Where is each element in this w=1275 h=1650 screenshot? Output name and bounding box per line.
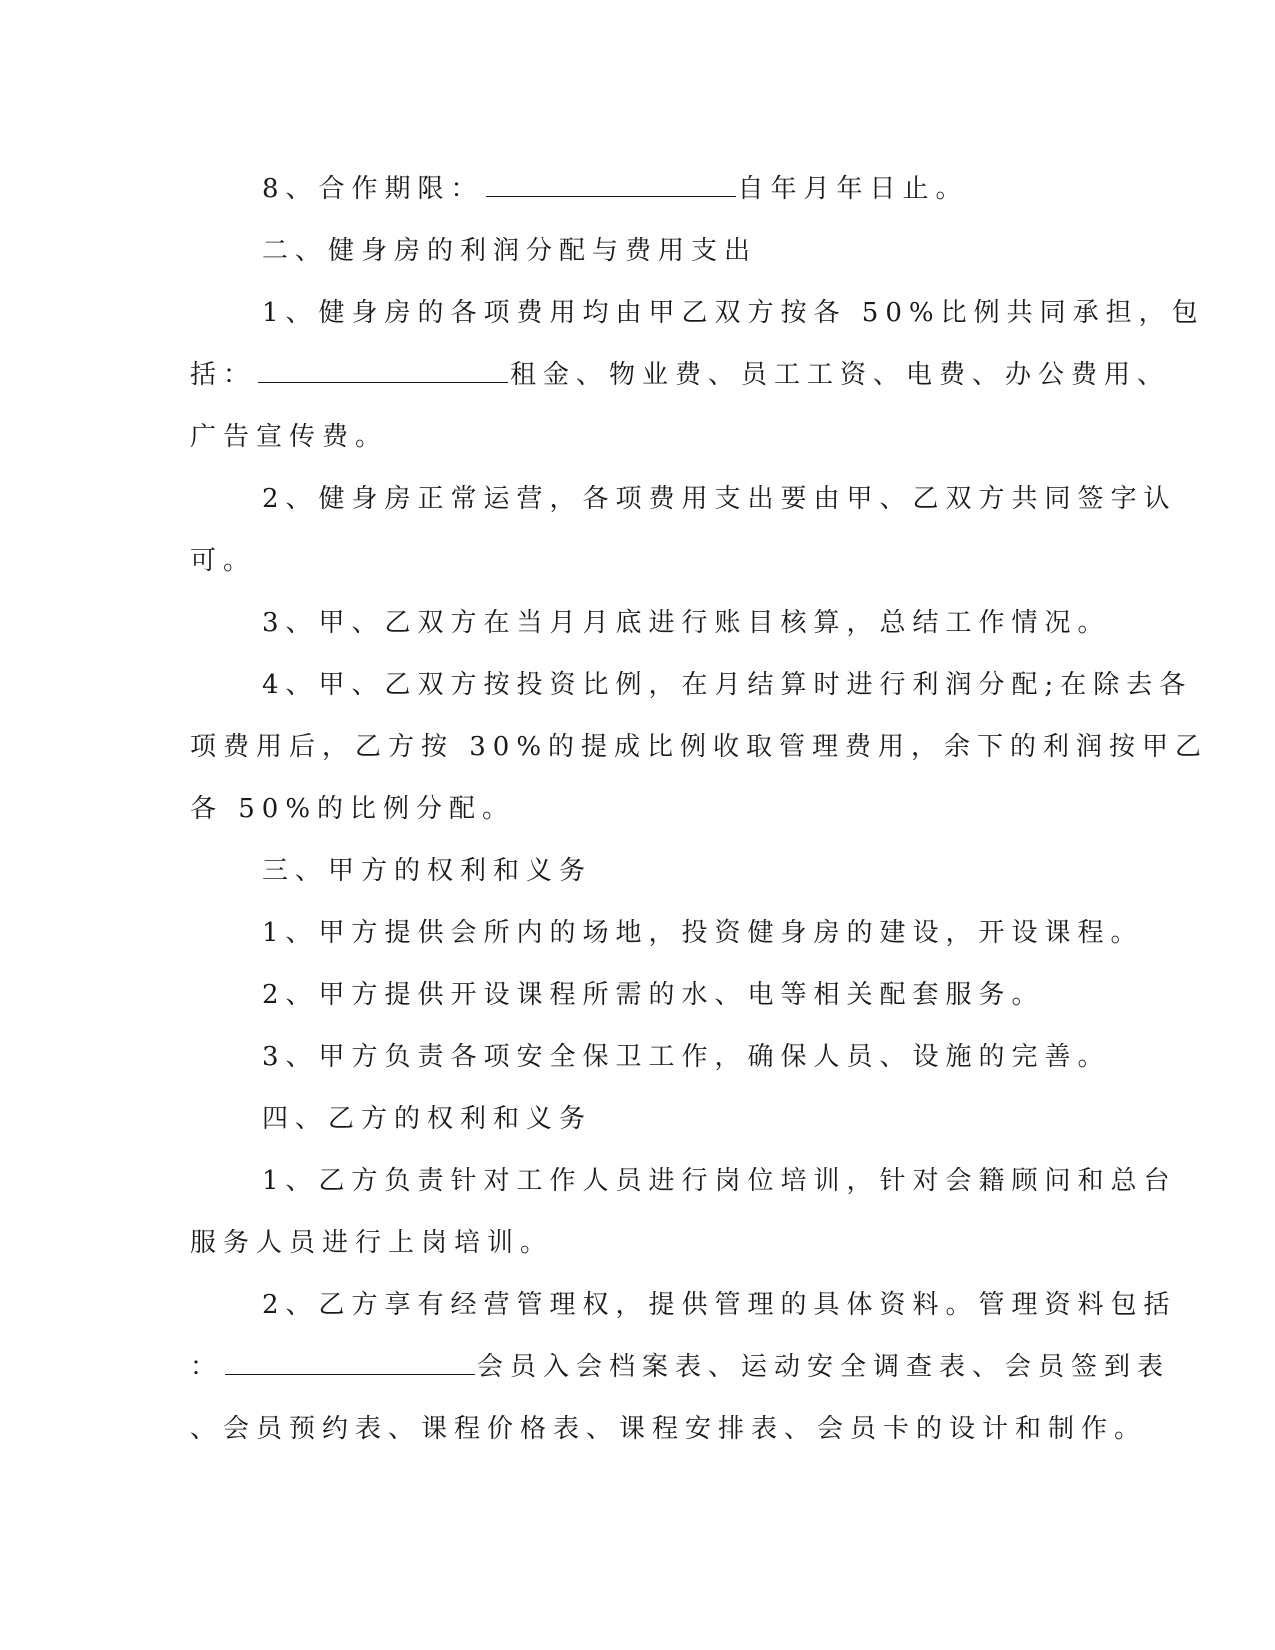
paragraph-line: 2、乙方享有经营管理权，提供管理的具体资料。管理资料包括	[262, 1290, 1177, 1320]
text-segment: 8、合作期限：	[262, 174, 484, 204]
fill-in-blank[interactable]	[486, 170, 736, 197]
paragraph-line: 1、乙方负责针对工作人员进行岗位培训，针对会籍顾问和总台	[262, 1166, 1177, 1196]
paragraph-line: 3、甲方负责各项安全保卫工作，确保人员、设施的完善。	[262, 1042, 1111, 1072]
paragraph-line	[190, 353, 1171, 397]
paragraph-line: 可。	[190, 546, 257, 576]
paragraph-line: 、会员预约表、课程价格表、课程安排表、会员卡的设计和制作。	[190, 1414, 1148, 1444]
section-heading-3: 三、甲方的权利和义务	[262, 856, 593, 886]
text-segment: ：	[190, 1352, 224, 1382]
paragraph-line: 2、甲方提供开设课程所需的水、电等相关配套服务。	[262, 980, 1045, 1010]
paragraph-line: 1、甲方提供会所内的场地，投资健身房的建设，开设课程。	[262, 918, 1144, 948]
paragraph-line: 4、甲、乙双方按投资比例，在月结算时进行利润分配;在除去各	[262, 670, 1193, 700]
section-heading-2: 二、健身房的利润分配与费用支出	[262, 236, 758, 266]
fill-in-blank[interactable]	[258, 356, 508, 383]
paragraph-line: 3、甲、乙双方在当月月底进行账目核算，总结工作情况。	[262, 608, 1111, 638]
fill-in-blank[interactable]	[225, 1348, 475, 1375]
text-segment: 会员入会档案表、运动安全调查表、会员签到表	[477, 1352, 1171, 1382]
paragraph-line: 各 50%的比例分配。	[190, 794, 516, 824]
text-segment: 自年月年日止。	[737, 174, 969, 204]
paragraph-line	[190, 1345, 1171, 1389]
section-heading-4: 四、乙方的权利和义务	[262, 1104, 593, 1134]
paragraph-line: 2、健身房正常运营，各项费用支出要由甲、乙双方共同签字认	[262, 484, 1177, 514]
paragraph-line: 广告宣传费。	[190, 422, 389, 452]
clause-8-cooperation-period	[262, 167, 1092, 211]
text-segment: 租金、物业费、员工工资、电费、办公费用、	[510, 360, 1171, 390]
paragraph-line: 服务人员进行上岗培训。	[190, 1228, 554, 1258]
paragraph-line: 项费用后，乙方按 30%的提成比例收取管理费用，余下的利润按甲乙	[190, 732, 1209, 762]
text-segment: 括：	[190, 360, 257, 390]
paragraph-line: 1、健身房的各项费用均由甲乙双方按各 50%比例共同承担，包	[262, 298, 1205, 328]
